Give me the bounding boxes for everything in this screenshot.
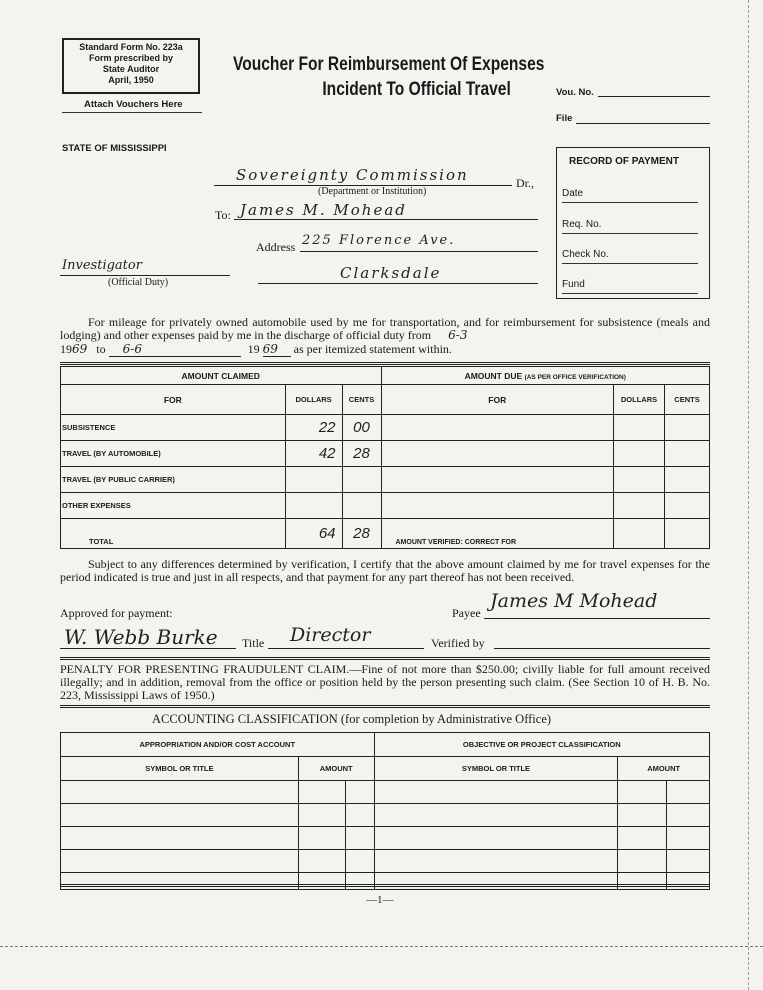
approver-field[interactable]: [60, 648, 236, 649]
file-label: File: [556, 113, 573, 124]
to-field[interactable]: [234, 219, 538, 220]
official-duty-field[interactable]: [60, 275, 230, 276]
period-statement: For mileage for privately owned automobile used by me for transportation, and for reimbursement for subsistence (meals and lodging) and other expenses paid by me in the discharge of official duty from 6-3: [60, 315, 710, 342]
address-field[interactable]: [300, 251, 538, 252]
divider: [60, 362, 710, 365]
attach-vouchers-label: Attach Vouchers Here: [84, 99, 183, 110]
verified-by-field[interactable]: [494, 648, 710, 649]
certification-text: Subject to any differences determined by verification, I certify that the above amount claimed by me for travel expenses for the period indicated is true and just in all respects, and that payment for any part thereof has not been received.: [60, 557, 710, 584]
due-for-cell[interactable]: [381, 493, 614, 519]
amount-claimed-header: AMOUNT CLAIMED: [61, 367, 382, 385]
amount-verified-label: AMOUNT VERIFIED: CORRECT FOR: [381, 519, 614, 549]
accounting-table: [60, 732, 710, 890]
payee-field[interactable]: [484, 618, 710, 619]
page-number: —1—: [366, 894, 394, 906]
address-label: Address: [256, 240, 296, 254]
cents-cell[interactable]: 28: [342, 441, 381, 467]
scan-edge: [748, 0, 749, 990]
department-caption: (Department or Institution): [318, 186, 427, 197]
title-label: Title: [242, 636, 265, 650]
due-dollars-cell[interactable]: [614, 519, 665, 549]
table-row: [61, 493, 710, 519]
vou-no-field[interactable]: [598, 96, 710, 97]
row-label: TRAVEL (BY AUTOMOBILE): [61, 441, 286, 467]
amount-due-header: AMOUNT DUE (AS PER OFFICE VERIFICATION): [381, 367, 710, 385]
year1-value: 69: [72, 342, 88, 356]
title-field[interactable]: [268, 648, 424, 649]
form-line: April, 1950: [108, 75, 154, 85]
vou-no-label: Vou. No.: [556, 87, 594, 98]
form-title: [233, 52, 544, 102]
total-dollars[interactable]: 64: [285, 519, 342, 549]
due-dollars-cell[interactable]: [614, 493, 665, 519]
file-field[interactable]: [576, 123, 710, 124]
official-duty-caption: (Official Duty): [108, 277, 169, 288]
table-row: [61, 827, 710, 850]
payee-signature: James M Mohead: [490, 590, 658, 612]
due-for-cell[interactable]: [381, 467, 614, 493]
appropriation-header: APPROPRIATION AND/OR COST ACCOUNT: [61, 733, 375, 757]
department-value: Sovereignty Commission: [236, 166, 469, 184]
table-row: [61, 850, 710, 873]
dollars-cell[interactable]: [285, 493, 342, 519]
to-date-value: 6-6: [109, 342, 241, 357]
from-value: 6-3: [448, 328, 468, 342]
due-dollars-cell[interactable]: [614, 441, 665, 467]
divider: [62, 112, 202, 113]
city-value: Clarksdale: [340, 264, 442, 282]
official-duty-value: Investigator: [62, 258, 142, 273]
verified-by-label: Verified by: [431, 636, 485, 650]
table-row: [61, 415, 710, 441]
record-req-field[interactable]: Req. No.: [562, 219, 698, 234]
row-label: OTHER EXPENSES: [61, 493, 286, 519]
year2-value: 69: [263, 342, 291, 357]
due-cents-cell[interactable]: [665, 493, 710, 519]
scan-edge: [0, 946, 763, 947]
cents-cell[interactable]: 00: [342, 415, 381, 441]
col-for: FOR: [381, 385, 614, 415]
table-row: [61, 804, 710, 827]
address-value: 225 Florence Ave.: [302, 233, 456, 248]
standard-form-box: [62, 38, 200, 94]
divider: [60, 884, 710, 887]
due-dollars-cell[interactable]: [614, 415, 665, 441]
penalty-text: PENALTY FOR PRESENTING FRAUDULENT CLAIM.—Fine of not more than $250.00; civilly liable for full amount received illegally; and in addition, removal from the office or position held by the person presenting such claim. (See Section 10 of H. B. No. 223, Mississippi Laws of 1950.): [60, 662, 710, 702]
dr-label: Dr.,: [516, 176, 534, 190]
dollars-cell[interactable]: 22: [285, 415, 342, 441]
row-label: SUBSISTENCE: [61, 415, 286, 441]
divider: [60, 705, 710, 708]
table-row: [61, 781, 710, 804]
accounting-title: ACCOUNTING CLASSIFICATION (for completion by Administrative Office): [152, 712, 552, 726]
to-label: To:: [215, 208, 231, 222]
to-value: James M. Mohead: [240, 201, 407, 219]
col-for: FOR: [61, 385, 286, 415]
col-dollars: DOLLARS: [614, 385, 665, 415]
approver-signature: W. Webb Burke: [64, 625, 218, 649]
due-for-cell[interactable]: [381, 441, 614, 467]
row-label: TRAVEL (BY PUBLIC CARRIER): [61, 467, 286, 493]
dollars-cell[interactable]: [285, 467, 342, 493]
record-date-field[interactable]: Date: [562, 188, 698, 203]
table-row: [61, 441, 710, 467]
record-fund-field[interactable]: Fund: [562, 279, 698, 294]
form-line: State Auditor: [102, 64, 160, 74]
form-line: Standard Form No. 223a: [79, 42, 183, 52]
objective-header: OBJECTIVE OR PROJECT CLASSIFICATION: [374, 733, 709, 757]
record-title: RECORD OF PAYMENT: [569, 156, 680, 167]
amount-table: [60, 366, 710, 549]
col-dollars: DOLLARS: [285, 385, 342, 415]
total-label: TOTAL: [61, 519, 286, 549]
symbol-header: SYMBOL OR TITLE: [374, 757, 618, 781]
record-check-field[interactable]: Check No.: [562, 249, 698, 264]
due-cents-cell[interactable]: [665, 467, 710, 493]
record-of-payment-box: [556, 147, 710, 299]
due-dollars-cell[interactable]: [614, 467, 665, 493]
due-for-cell[interactable]: [381, 415, 614, 441]
symbol-header: SYMBOL OR TITLE: [61, 757, 299, 781]
amount-header: AMOUNT: [298, 757, 374, 781]
cents-cell[interactable]: [342, 467, 381, 493]
payee-label: Payee: [452, 606, 481, 620]
title-value: Director: [290, 624, 371, 646]
total-cents[interactable]: 28: [342, 519, 381, 549]
city-field[interactable]: [258, 283, 538, 284]
due-cents-cell[interactable]: [665, 441, 710, 467]
title-line-1: Voucher For Reimbursement Of Expenses: [233, 54, 545, 75]
amount-header: AMOUNT: [618, 757, 710, 781]
col-cents: CENTS: [342, 385, 381, 415]
divider: [60, 657, 710, 660]
dollars-cell[interactable]: 42: [285, 441, 342, 467]
col-cents: CENTS: [665, 385, 710, 415]
state-label: STATE OF MISSISSIPPI: [62, 143, 167, 154]
cents-cell[interactable]: [342, 493, 381, 519]
total-row: [61, 519, 710, 549]
table-row: [61, 467, 710, 493]
approved-label: Approved for payment:: [60, 606, 173, 620]
form-line: Form prescribed by: [88, 53, 174, 63]
title-line-2: Incident To Official Travel: [322, 79, 511, 100]
due-cents-cell[interactable]: [665, 415, 710, 441]
due-cents-cell[interactable]: [665, 519, 710, 549]
period-line: 1969 to 6-6 19 69 as per itemized statement within.: [60, 342, 452, 356]
